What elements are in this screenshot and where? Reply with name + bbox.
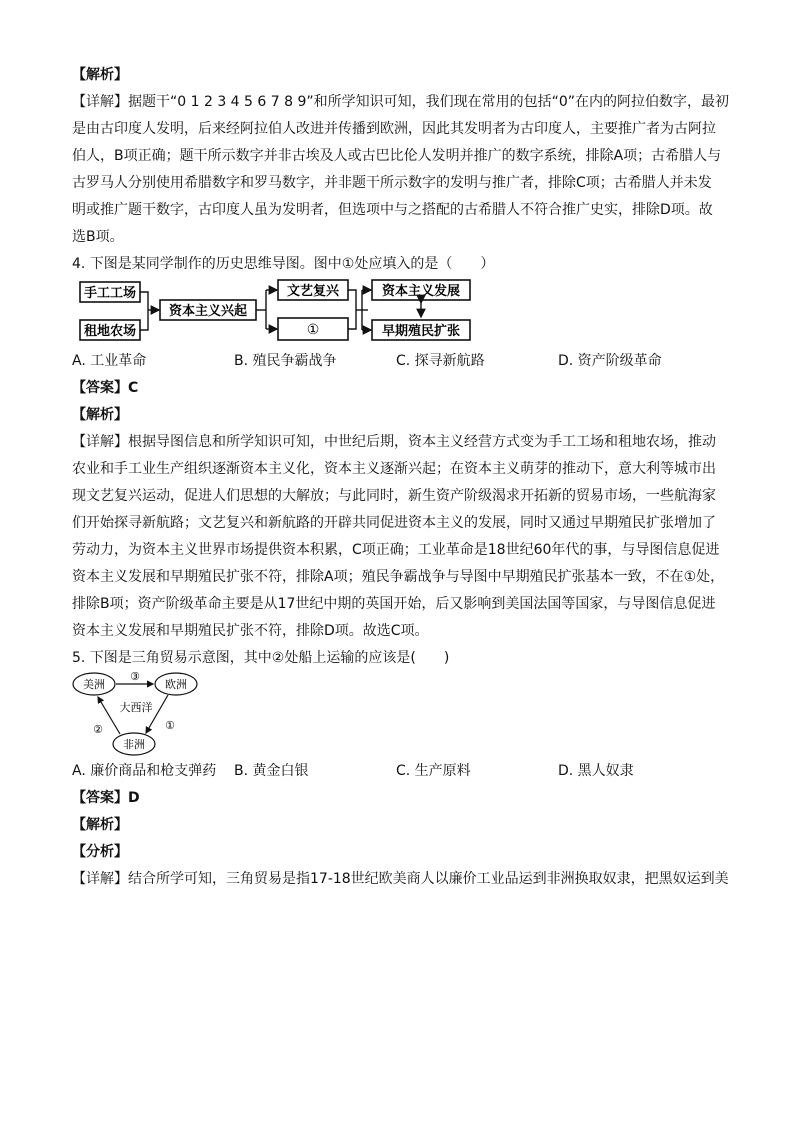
q3-explanation [72, 89, 732, 251]
analysis-subheading: 【分析】 [72, 844, 128, 860]
label-route-1: ① [165, 719, 175, 732]
analysis-heading: 【解析】 [72, 67, 128, 83]
option-c[interactable]: C. 探寻新航路 [396, 353, 485, 369]
explanation-line: 【详解】结合所学可知，三角贸易是指17-18世纪欧美商人以廉价工业品运到非洲换取奴隶，把黑奴运到美 [72, 871, 729, 887]
label-blank-1: ① [306, 322, 320, 338]
option-a[interactable]: A. 工业革命 [72, 353, 147, 369]
label-early-colonial: 早期殖民扩张 [381, 324, 461, 339]
option-d[interactable]: D. 黑人奴隶 [558, 763, 634, 779]
analysis-heading: 【解析】 [72, 407, 128, 423]
label-route-2: ② [93, 723, 103, 736]
question-4-stem: 4. 下图是某同学制作的历史思维导图。图中①处应填入的是（ ） [72, 256, 495, 272]
answer-label: 【答案】D [72, 790, 140, 806]
explanation-line: 劳动力，为资本主义世界市场提供资本积累，C项正确；工业革命是18世纪60年代的事，与导图信息促进 [72, 542, 720, 558]
label-renaissance: 文艺复兴 [286, 284, 340, 299]
option-b[interactable]: B. 殖民争霸战争 [234, 353, 337, 369]
explanation-line: 们开始探寻新航路；文艺复兴和新航路的开辟共同促进资本主义的发展，同时又通过早期殖民扩张增加了 [72, 515, 716, 531]
option-b[interactable]: B. 黄金白银 [234, 763, 309, 779]
triangle-trade-svg [72, 672, 212, 758]
option-a[interactable]: A. 廉价商品和枪支弹药 [72, 763, 217, 779]
label-handicraft: 手工工场 [83, 286, 137, 301]
explanation-line: 伯人，B项正确；题干所示数字并非古埃及人或古巴比伦人发明并推广的数字系统，排除A项；古希腊人与 [72, 148, 722, 164]
analysis-heading: 【解析】 [72, 817, 128, 833]
explanation-line: 是由古印度人发明，后来经阿拉伯人改进并传播到欧洲，因此其发明者为古印度人，主要推广者为古阿拉 [72, 121, 716, 137]
answer-label: 【答案】C [72, 380, 139, 396]
label-africa: 非洲 [123, 738, 145, 751]
explanation-line: 农业和手工业生产组织逐渐资本主义化，资本主义逐渐兴起；在资本主义萌芽的推动下，意大利等城市出 [72, 461, 716, 477]
option-c[interactable]: C. 生产原料 [396, 763, 471, 779]
mind-map-diagram [72, 278, 732, 348]
question-5-options [72, 758, 732, 785]
label-capitalism-rise: 资本主义兴起 [168, 304, 248, 319]
question-5-stem: 5. 下图是三角贸易示意图，其中②处船上运输的应该是( ) [72, 650, 450, 666]
label-europe: 欧洲 [165, 678, 187, 691]
triangle-trade-diagram [72, 672, 732, 758]
explanation-line: 资本主义发展和早期殖民扩张不符，排除A项；殖民争霸战争与导图中早期殖民扩张基本一致，不在①处， [72, 569, 725, 585]
explanation-line: 【详解】根据导图信息和所学知识可知，中世纪后期，资本主义经营方式变为手工工场和租地农场，推动 [72, 434, 716, 450]
label-route-3: ③ [130, 672, 140, 683]
label-tenant-farm: 租地农场 [83, 324, 137, 339]
explanation-line: 选B项。 [72, 229, 124, 245]
document-page [72, 62, 732, 893]
label-atlantic: 大西洋 [119, 701, 153, 714]
explanation-line: 排除B项；资产阶级革命主要是从17世纪中期的英国开始，后又影响到美国法国等国家，与导图信息促进 [72, 596, 716, 612]
question-4-options [72, 348, 732, 375]
explanation-line: 古罗马人分别使用希腊数字和罗马数字，并非题干所示数字的发明与推广者，排除C项；古希腊人并未发 [72, 175, 712, 191]
label-america: 美洲 [83, 678, 105, 691]
label-capitalism-development: 资本主义发展 [381, 284, 461, 299]
explanation-line: 明或推广题干数字，古印度人虽为发明者，但选项中与之搭配的古希腊人不符合推广史实，排除D项。故 [72, 202, 713, 218]
explanation-line: 资本主义发展和早期殖民扩张不符，排除D项。故选C项。 [72, 623, 429, 639]
q4-explanation [72, 429, 732, 645]
option-d[interactable]: D. 资产阶级革命 [558, 353, 662, 369]
mind-map-svg [72, 278, 472, 344]
explanation-line: 【详解】据题干“0 1 2 3 4 5 6 7 8 9”和所学知识可知，我们现在常用的包括“0”在内的阿拉伯数字，最初 [72, 94, 730, 110]
explanation-line: 现文艺复兴运动，促进人们思想的大解放；与此同时，新生资产阶级渴求开拓新的贸易市场，一些航海家 [72, 488, 716, 504]
